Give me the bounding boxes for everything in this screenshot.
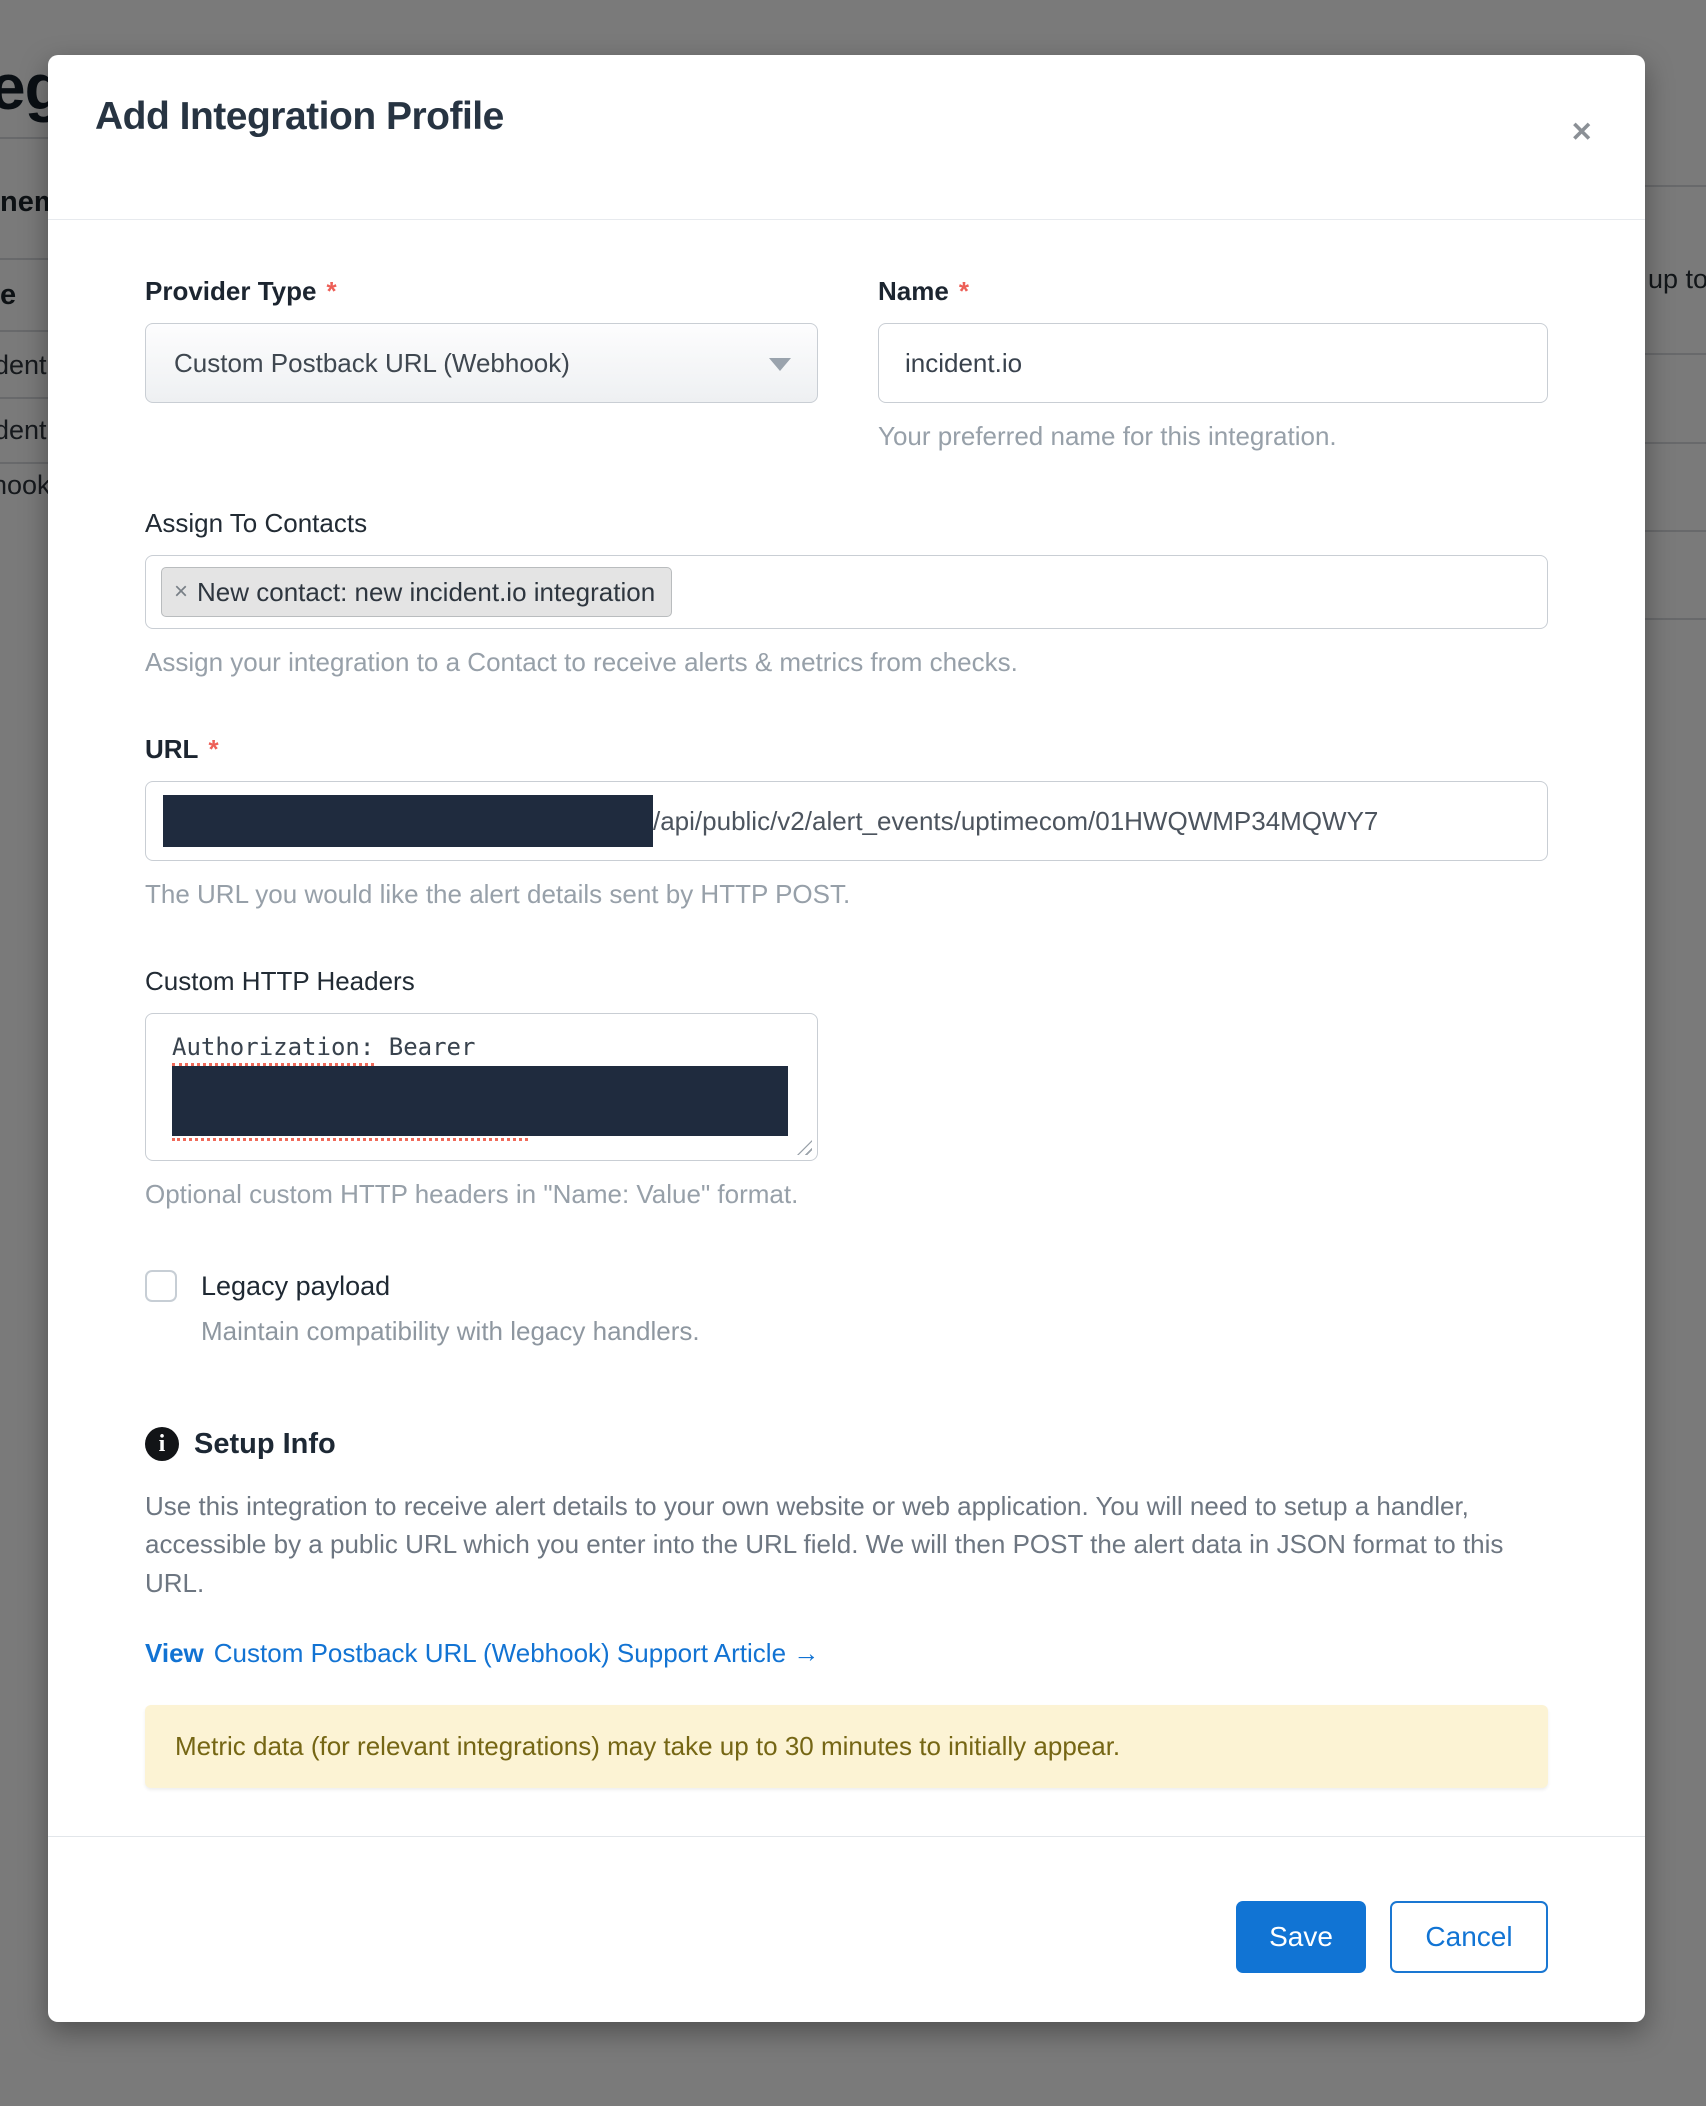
legacy-payload-checkbox[interactable] bbox=[145, 1270, 177, 1302]
contact-tag-label: New contact: new incident.io integration bbox=[197, 576, 656, 607]
name-helper-text: Your preferred name for this integration. bbox=[878, 421, 1337, 451]
modal-body bbox=[48, 220, 1645, 1788]
support-article-link[interactable] bbox=[145, 1638, 1548, 1669]
assign-contacts-label: Assign To Contacts bbox=[145, 508, 368, 538]
name-label: Name * bbox=[878, 276, 969, 306]
required-asterisk: * bbox=[326, 276, 337, 306]
legacy-payload-label: Legacy payload bbox=[201, 1270, 391, 1301]
custom-headers-helper-text: Optional custom HTTP headers in "Name: Value" format. bbox=[145, 1179, 799, 1209]
required-asterisk: * bbox=[958, 276, 969, 306]
cancel-button[interactable]: Cancel bbox=[1390, 1901, 1548, 1973]
url-visible-text: /api/public/v2/alert_events/uptimecom/01HWQWMP34MQWY7 bbox=[653, 805, 1379, 836]
required-asterisk: * bbox=[208, 734, 219, 764]
assign-contacts-input[interactable] bbox=[145, 555, 1548, 629]
assign-contacts-helper-text: Assign your integration to a Contact to receive alerts & metrics from checks. bbox=[145, 647, 1018, 677]
modal-title: Add Integration Profile bbox=[95, 95, 504, 138]
contact-tag bbox=[161, 567, 672, 617]
support-article-link-text: Custom Postback URL (Webhook) Support Article → bbox=[213, 1638, 820, 1669]
setup-info-body: Use this integration to receive alert details to your own website or web application. You will need to setup a handler, accessible by a public URL which you enter into the URL field. We will then POST the alert data in JSON format to this URL. bbox=[145, 1491, 1504, 1598]
redacted-url-block bbox=[163, 795, 653, 847]
setup-info-title: Setup Info bbox=[194, 1427, 336, 1460]
remove-tag-icon[interactable]: × bbox=[174, 578, 189, 605]
spellcheck-underline bbox=[172, 1138, 528, 1141]
headers-line-word: Authorization: bbox=[172, 1033, 374, 1066]
provider-type-select[interactable] bbox=[145, 323, 818, 403]
custom-headers-label: Custom HTTP Headers bbox=[145, 966, 415, 996]
legacy-payload-helper-text: Maintain compatibility with legacy handlers. bbox=[201, 1316, 700, 1346]
save-button[interactable]: Save bbox=[1236, 1901, 1366, 1973]
custom-headers-textarea[interactable] bbox=[145, 1013, 818, 1161]
chevron-down-icon bbox=[769, 358, 791, 371]
url-helper-text: The URL you would like the alert details sent by HTTP POST. bbox=[145, 879, 851, 909]
close-icon[interactable]: ✕ bbox=[1570, 117, 1593, 147]
support-article-link-prefix: View bbox=[145, 1638, 204, 1669]
provider-type-selected-value: Custom Postback URL (Webhook) bbox=[174, 347, 570, 378]
modal-header bbox=[48, 55, 1645, 220]
redacted-token-block bbox=[172, 1066, 788, 1136]
url-label: URL * bbox=[145, 734, 219, 764]
provider-type-label: Provider Type * bbox=[145, 276, 337, 306]
info-icon: i bbox=[145, 1427, 179, 1461]
add-integration-profile-modal bbox=[48, 55, 1645, 2022]
modal-footer bbox=[48, 1836, 1645, 1973]
name-input[interactable] bbox=[878, 323, 1548, 403]
headers-line-rest: Bearer bbox=[374, 1033, 476, 1061]
metric-data-alert: Metric data (for relevant integrations) may take up to 30 minutes to initially appear. bbox=[145, 1705, 1548, 1788]
headers-line bbox=[172, 1034, 817, 1060]
resize-handle-icon[interactable] bbox=[797, 1140, 812, 1155]
url-input[interactable] bbox=[145, 781, 1548, 861]
